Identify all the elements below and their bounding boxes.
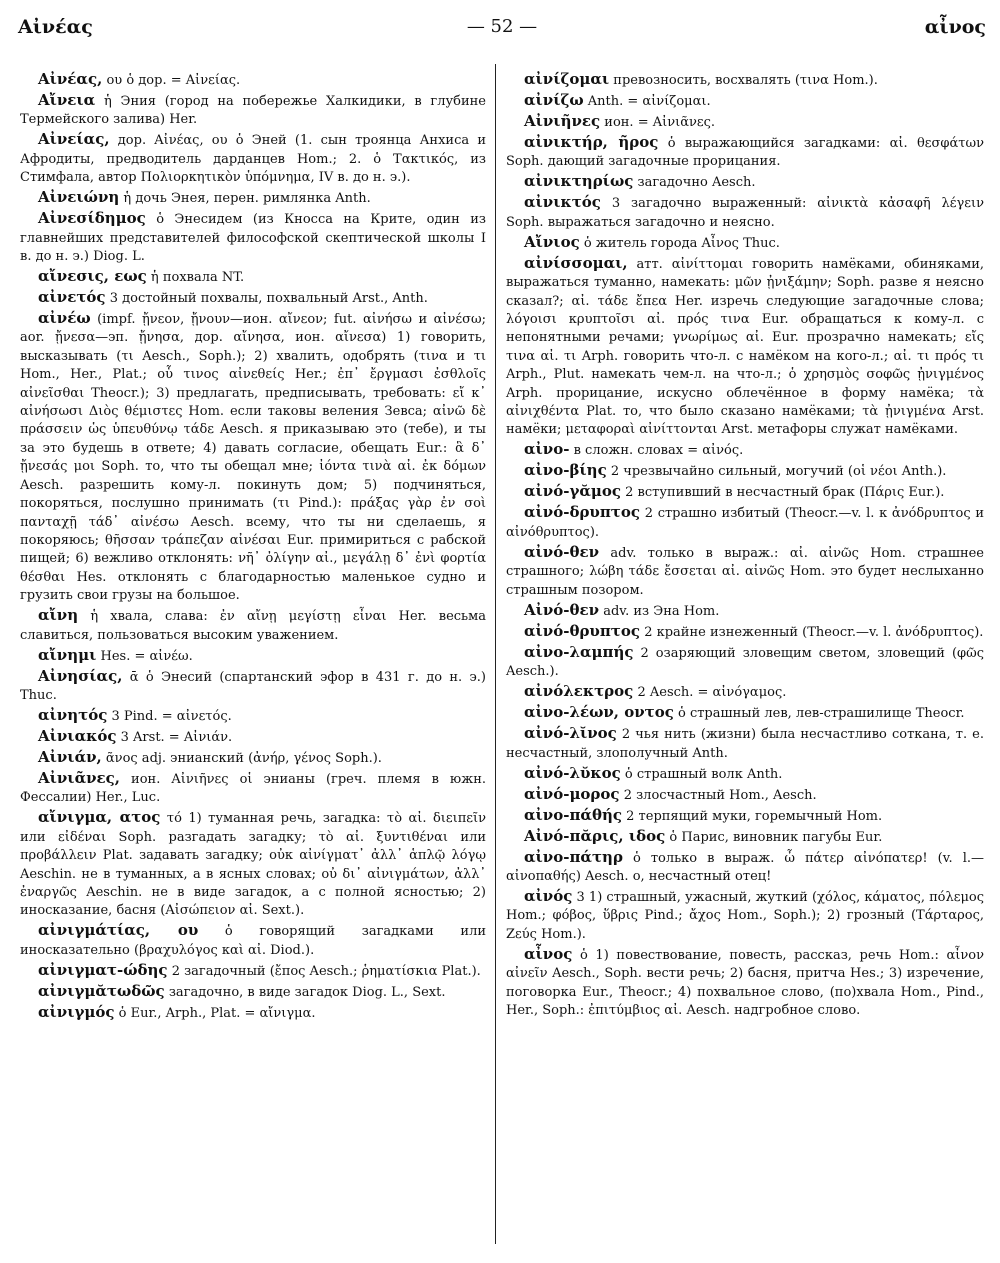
entry-headword: αἴνημι [38,645,97,664]
entry-headword: Αἰνό-θεν [524,600,600,619]
entry-headword: αἰνό-λῠκος [524,763,621,782]
entry-definition: 3 Pind. = αἰνετός. [111,708,232,724]
right-column [506,70,984,1021]
entry-definition: Hes. = αἰνέω. [100,648,193,664]
entry-headword: αἰνό-θρυπτος [524,621,641,640]
dictionary-entry [506,848,984,887]
entry-definition: ἡ Эния (город на побережье Халкидики, в глубине Термейского залива) Her. [20,94,486,128]
entry-definition: 2 вступивший в несчастный брак (Πάρις Eur.). [625,485,945,501]
entry-headword: Αἰνό-πᾰρις, ιδος [524,826,666,845]
entry-headword: αἰνόλεκτρος [524,682,634,701]
entry-headword: αἰνο-πάτηρ [524,847,623,866]
entry-definition: превозносить, восхвалять (τινα Hom.). [613,73,878,88]
dictionary-entry [20,70,486,90]
entry-headword: αἰνό-μορος [524,784,620,803]
dictionary-entry [20,748,486,768]
dictionary-entry [20,706,486,726]
entry-headword: Αἴνιος [524,232,580,251]
dictionary-entry [506,482,984,502]
dictionary-entry [506,622,984,642]
entry-definition: 3 Arst. = Αἰνιάν. [120,729,233,745]
entry-definition: ὁ страшный волк Anth. [624,766,783,782]
entry-definition: дор. Αἰνέας, ου ὁ Эней (1. сын троянца Анхиса и Афродиты, предводитель дарданцев Hom.; 2. ὁ Τακτικός, из Стимфала, автор Πολιορκητικὸν ὑπόμνημα, IV в. до н. э.). [20,133,486,186]
entry-headword: αἰνό-λῐνος [524,724,617,743]
page-header [18,16,986,46]
dictionary-entry [506,601,984,621]
entry-headword: αἰνητός [38,705,108,724]
dictionary-entry [20,769,486,808]
dictionary-entry [506,461,984,481]
entry-headword: αἰνικτός [524,193,601,212]
entry-definition: ион. = Αἰνιᾶνες. [604,115,716,130]
dictionary-entry [506,643,984,682]
dictionary-entry [506,806,984,826]
entry-headword: αἴνεσις, εως [38,267,147,286]
entry-headword: αἰνιγμάτίας, ου [38,921,199,940]
dictionary-entry [20,1003,486,1023]
dictionary-entry [506,682,984,702]
entry-definition: ὁ страшный лев, лев-страшилище Theocr. [678,706,965,722]
entry-headword: αἰνό-γᾰμος [524,482,622,501]
entry-definition: 3 достойный похвалы, похвальный Arst., Anth. [109,291,428,307]
entry-definition: ὁ Энесидем (из Кносса на Крите, один из главнейших представителей философской скептической школы I в. до н. э.) Diog. L. [20,212,486,265]
entry-definition: adv. только в выраж.: αἰ. αἰνῶς Hom. страшнее страшного; λώβη τάδε ἔσσεται αἰ. αἰνῶς Hom. это будет неслыханно страшным позором. [506,545,984,598]
entry-headword: αἰνο-λέων, οντος [524,703,674,722]
entry-headword: Αἰνιάν, [38,747,102,766]
dictionary-entry [506,764,984,784]
entry-headword: αἰνικτηρίως [524,172,634,191]
dictionary-entry [20,727,486,747]
entry-definition: ᾶνος adj. энианский (ἀνήρ, γένος Soph.). [105,750,382,766]
dictionary-entry [506,503,984,542]
entry-headword: αἰνετός [38,288,106,307]
dictionary-entry [20,288,486,308]
header-first-entry: Αἰνέας [18,16,93,38]
entry-headword: αἰνίζω [524,91,584,109]
entry-headword: Αἰνεσίδημος [38,209,146,228]
dictionary-entry [506,543,984,600]
dictionary-entry [506,827,984,847]
dictionary-entry [506,172,984,192]
entry-definition: 2 загадочный (ἔπος Aesch.; ῥηματίσκια Plat.). [171,963,481,979]
dictionary-entry [20,188,486,208]
dictionary-entry [20,130,486,187]
entry-definition: атт. αἰνίττομαι говорить намёками, обиняками, выражаться туманно, намекать: μῶν ᾐνιξάμην; Soph. разве я неясно сказал?; αἰ. τάδε ἔπεα Her. изречь следующие загадочные слова; λόγοισι κρυπτοῖσι αἰ. πρός τινα Eur. обращаться к кому-л. с непонятными речами; γνωρίμως αἰ. Eur. прозрачно намекать; εἴς τινα αἰ. τι Arph. говорить что-л. с намёком на кого-л.; αἰ. τι πρός τι Arph., Plut. намекать чем-л. на что-л.; ὁ χρησμὸς σοφῶς ᾐνιγμένος Arph. прорицание, искусно облечённое в форму намёка; τὰ αἰνιχθέντα Plat. то, что было сказано намёками; τὰ ᾐνιγμένα Arst. намёки; μεταφοραὶ αἰνίττονται Arst. метафоры служат намёками. [506,256,985,438]
dictionary-entry [20,209,486,266]
entry-definition: в сложн. словах = αἰνός. [573,443,744,459]
entry-headword: αἰνός [524,886,573,905]
entry-headword: Αἰνιᾶνες, [38,768,120,787]
entry-headword: αἰνο-πάθής [524,805,623,824]
entry-definition: ου ὁ дор. = Αἰνείας. [106,73,241,88]
dictionary-entry [506,233,984,253]
entry-headword: Αἰνησίας, [38,666,123,685]
entry-definition: ὁ говорящий загадками или иносказательно (βραχυλόγος καὶ αἰ. Diod.). [20,924,487,958]
entry-definition: 2 терпящий муки, горемычный Hom. [626,808,883,824]
entry-headword: αἴνη [38,606,79,625]
entry-headword: αἰνίζομαι [524,70,610,88]
entry-headword: αἰνο- [524,440,570,459]
dictionary-entry [506,133,984,172]
entry-definition: τό 1) туманная речь, загадка: τὸ αἰ. διειπεῖν или εἰδέναι Soph. разгадать загадку; τὸ αἰ. ξυντιθέναι или προβάλλειν Plat. задавать загадку; οὐκ αἰνίγματ᾽ ἀλλ᾽ ἁπλῷ λόγῳ Aeschin. не в туманных, а в ясных словах; οὐ δι᾽ αἰνιγμάτων, ἀλλ᾽ ἐναργῶς Aeschin. не в виде загадок, а с полной ясностью; 2) иносказание, басня (Αἰσώπειον αἰ. Sext.). [20,811,486,919]
dictionary-entry [20,921,486,960]
entry-definition: ион. Αἰνιῆνες οἱ энианы (греч. племя в южн. Фессалии) Her., Luc. [20,771,486,806]
entry-definition: загадочно Aesch. [637,175,756,191]
entry-definition: ᾱ ὁ Энесий (спартанский эфор в 431 г. до н. э.) Thuc. [20,669,486,703]
dictionary-entry [506,724,984,763]
dictionary-entry [20,667,486,706]
entry-definition: 2 Aesch. = αἰνόγαμος. [637,685,787,701]
entry-definition: ὁ житель города Αἶνος Thuc. [583,235,780,251]
entry-definition: ὁ выражающийся загадками: αἰ. θεσφάτων Soph. дающий загадочные прорицания. [506,136,984,170]
dictionary-entry [506,945,984,1021]
left-column [20,70,486,1024]
header-last-entry: αἶνος [924,16,986,38]
entry-definition: ὁ только в выраж. ὦ πάτερ αἰνόπατερ! (v. l.—αἰνοπαθής) Aesch. о, несчастный отец! [506,850,984,884]
dictionary-entry [20,808,486,920]
dictionary-entry [20,646,486,666]
entry-headword: αἰνίσσομαι, [524,253,628,272]
entry-definition: 3 загадочно выраженный: αἰνικτὰ κἀσαφῆ λέγειν Soph. выражаться загадочно и неясно. [506,196,984,230]
entry-headword: Αἰνιακός [38,726,117,745]
entry-headword: αἰνιγμός [38,1002,115,1021]
entry-headword: αἰνο-βίης [524,461,607,480]
entry-definition: 3 1) страшный, ужасный, жуткий (χόλος, κάματος, πόλεμος Hom.; φόβος, ὕβρις Pind.; ἄχος Hom., Soph.); 2) грозный (Τάρταρος, Ζεύς Hom.). [506,889,984,942]
entry-headword: Αἰνείας, [38,130,110,149]
dictionary-entry [506,193,984,232]
dictionary-entry [506,254,984,440]
entry-definition: ἡ дочь Энея, перен. римлянка Anth. [123,191,371,207]
entry-definition: 2 страшно избитый (Theocr.—v. l. к ἀνόδρυπτος и αἰνόθρυπτος). [506,506,985,540]
dictionary-entry [20,961,486,981]
dictionary-entry [20,982,486,1002]
dictionary-entry [506,112,984,132]
entry-definition: ἡ похвала NT. [150,270,245,286]
entry-definition: (impf. ᾔνεον, ᾔνουν—ион. αἴνεον; fut. αἰνήσω и αἰνέσω; aor. ᾔνεσα—эп. ᾔνησα, дор. αἴνησα, ион. αἴνεσα) 1) говорить, высказывать (τι Aesch., Soph.); 2) хвалить, одобрять (τινα и τι Hom., Her., Plat.; οὗ τινος αἰνεθείς Her.; ἐπ᾽ ἔργμασι ἐσθλοῖς αἰνεῖσθαι Theocr.); 3) предлагать, предписывать, требовать: εἴ κ᾽ αἰνήσωσι Διὸς θέμιστες Hom. если таковы веления Зевса; αἰνῶ δὲ πράσσειν ὡς ὑπευθύνῳ τάδε Aesch. я приказываю это (тебе), и ты за это будешь в ответе; 4) давать согласие, обещать Eur.: ἃ δ᾽ ᾔνεσάς μοι Soph. то, что ты обещал мне; ἰόντα τινὰ αἰ. ἐκ δόμων Aesch. разрешить кому-л. покинуть дом; 5) подчиняться, покоряться, послушно принимать (τι Pind.): πράξας γὰρ ἐν σοὶ πανταχῇ τάδ᾽ αἰνέσω Aesch. всему, что ты ни сделаешь, я покоряюсь; θῆσσαν τράπεζαν αἰνέσαι Eur. примириться с рабской пищей; 6) вежливо отклонять: νῆ᾽ ὀλίγην αἰ., μεγάλῃ δ᾽ ἐνὶ φορτία θέσθαι Hes. отклонять с благодарностью маленькое судно и грузить свои грузы на большое. [20,312,486,604]
entry-definition: ὁ 1) повествование, повесть, рассказ, речь Hom.: αἶνον αἰνεῖν Aesch., Soph. вести речь; 2) басня, притча Hes.; 3) изречение, поговорка Eur., Theocr.; 4) похвальное слово, (по)хвала Hom., Pind., Her., Soph.: ἐπιτύμβιος αἰ. Aesch. надгробное слово. [506,947,984,1018]
entry-headword: αἴνιγμα, ατος [38,808,161,827]
dictionary-entry [506,70,984,90]
page-number: — 52 — [466,16,538,37]
entry-headword: Αἰνειώνη [38,188,120,207]
entry-definition: 2 чрезвычайно сильный, могучий (οἱ νέοι Anth.). [610,464,947,480]
entry-definition: ὁ Парис, виновник пагубы Eur. [669,829,883,845]
dictionary-entry [506,703,984,723]
entry-definition: загадочно, в виде загадок Diog. L., Sext. [168,984,446,1000]
entry-headword: Αἰνιῆνες [524,112,601,130]
entry-definition: 2 злосчастный Hom., Aesch. [623,787,817,803]
entry-headword: αἰνό-δρυπτος [524,503,641,522]
dictionary-entry [506,887,984,944]
entry-definition: 2 чья нить (жизни) была несчастливо соткана, т. е. несчастный, злополучный Anth. [506,727,984,761]
entry-definition: ἡ хвала, слава: ἐν αἴνῃ μεγίστῃ εἶναι Her. весьма славиться, пользоваться высоким уважением. [20,609,486,643]
entry-headword: Αἴνεια [38,91,96,109]
entry-definition: adv. из Эна Hom. [603,603,720,619]
entry-headword: αἶνος [524,944,573,963]
dictionary-entry [20,91,486,130]
entry-headword: αἰνο-λαμπής [524,642,634,661]
dictionary-entry [20,309,486,606]
dictionary-entry [20,606,486,645]
entry-headword: αἰνέω [38,309,91,328]
dictionary-entry [20,267,486,287]
entry-definition: ὁ Eur., Arph., Plat. = αἴνιγμα. [118,1005,316,1021]
entry-definition: 2 крайне изнеженный (Theocr.—v. l. ἀνόδρυπτος). [644,624,984,640]
column-divider [495,64,496,1244]
entry-headword: αἰνιγμᾰτωδῶς [38,981,165,1000]
entry-definition: Anth. = αἰνίζομαι. [587,94,711,109]
entry-headword: αἰνικτήρ, ῆρος [524,133,659,151]
dictionary-entry [506,440,984,460]
entry-headword: αἰνό-θεν [524,542,599,561]
entry-headword: αἰνιγματ-ώδης [38,960,168,979]
entry-definition: 2 озаряющий зловещим светом, зловещий (φῶς Aesch.). [506,645,984,680]
dictionary-entry [506,91,984,111]
dictionary-entry [506,785,984,805]
entry-headword: Αἰνέας, [38,70,103,88]
